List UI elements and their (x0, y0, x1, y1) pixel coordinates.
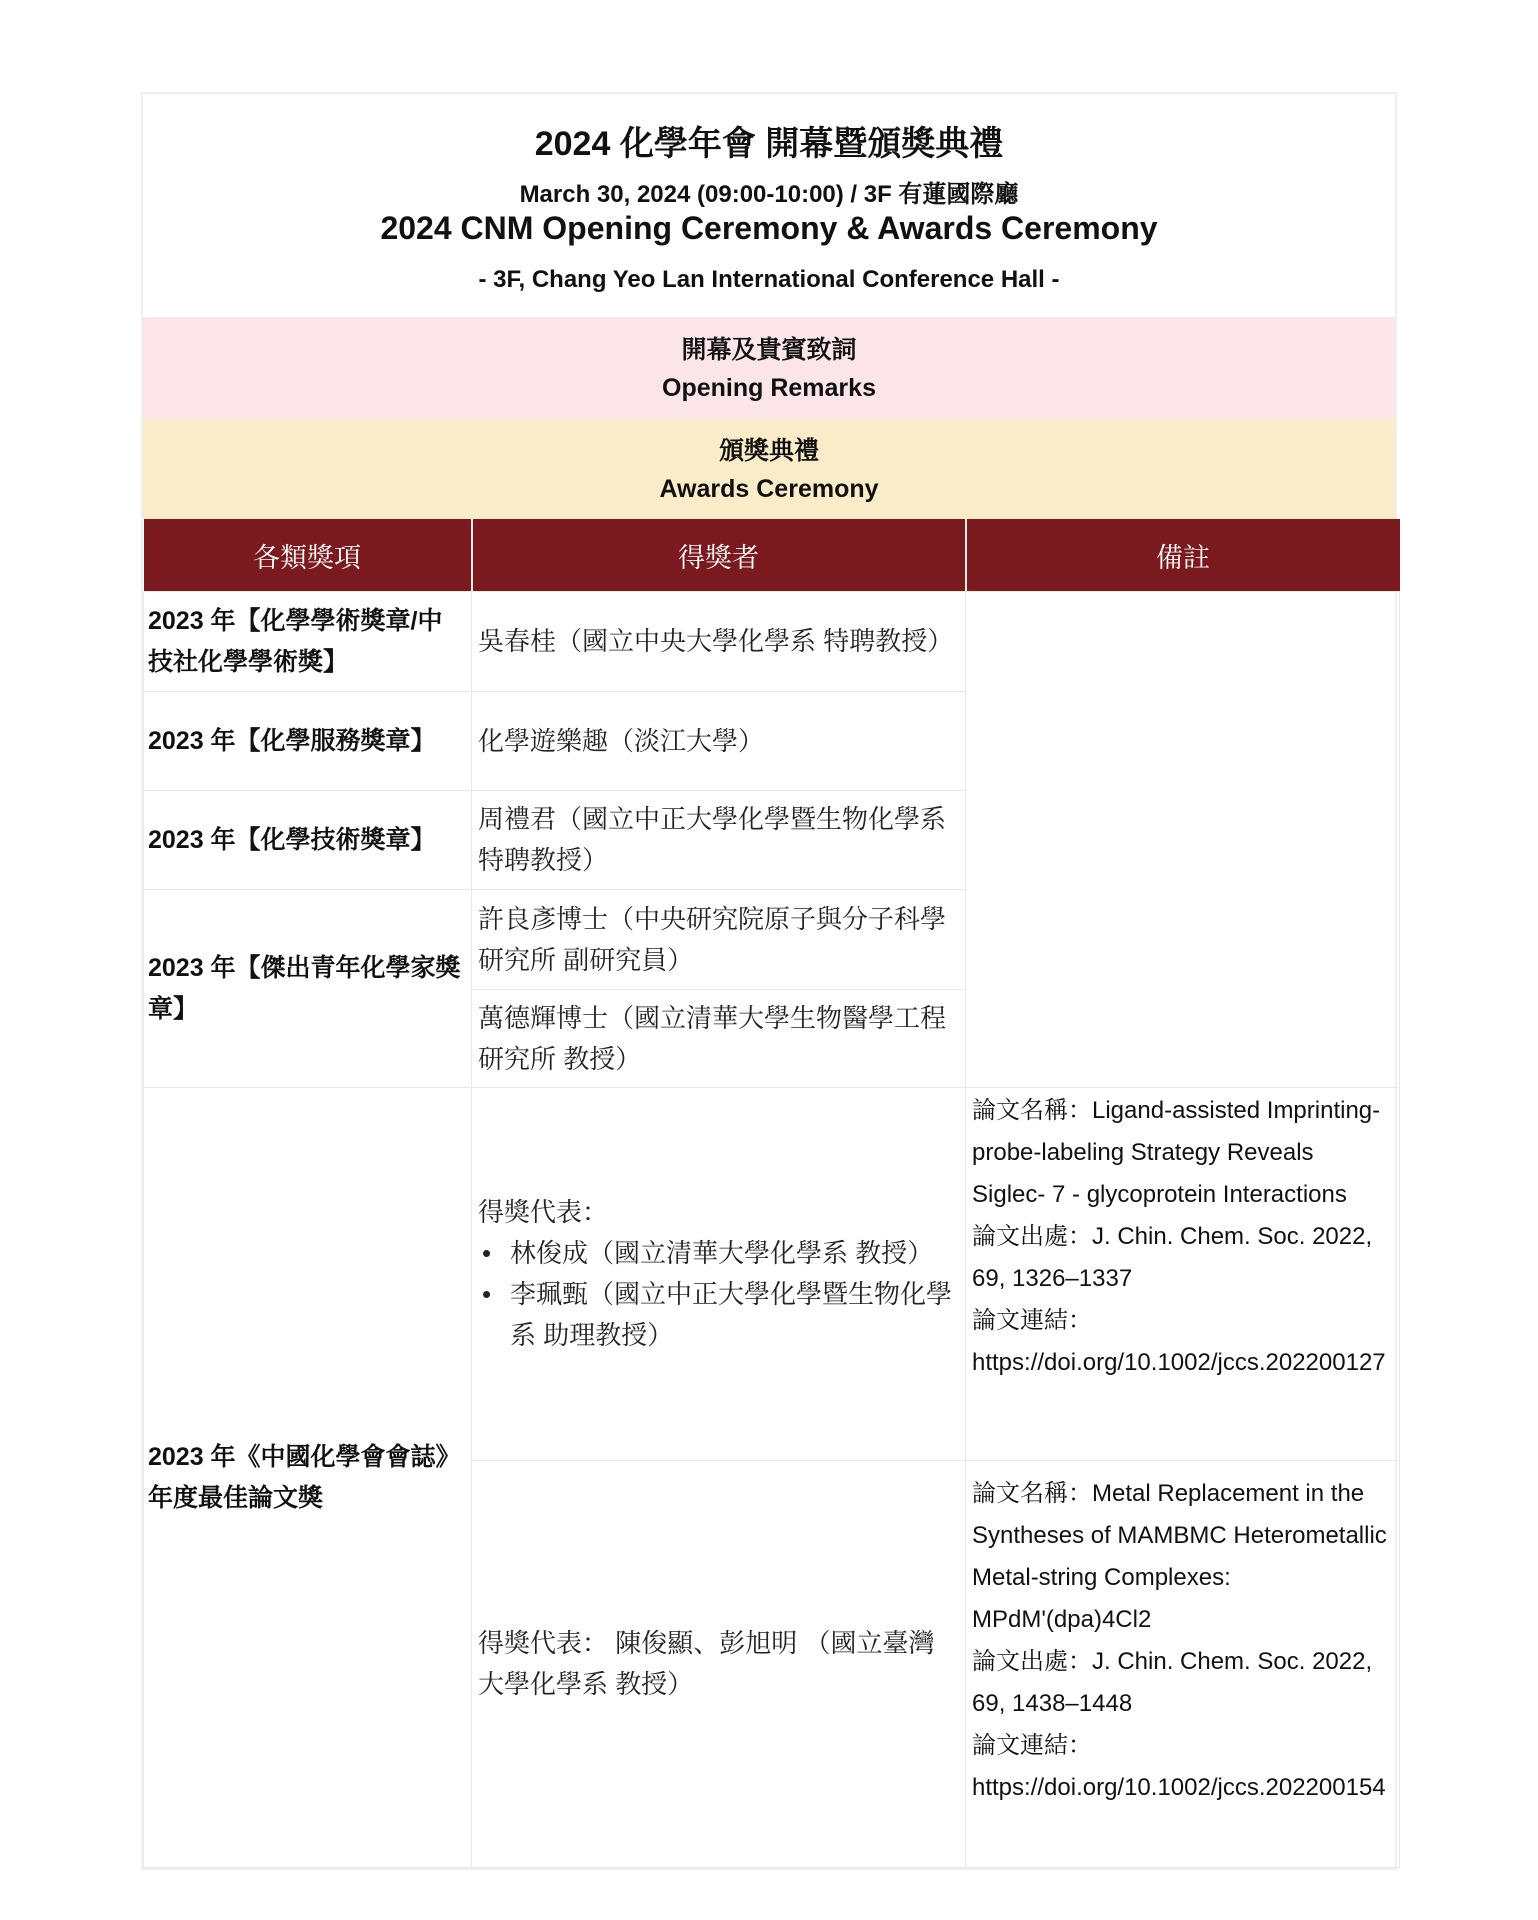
paper-link[interactable]: https://doi.org/10.1002/jccs.202200154 (972, 1774, 1386, 1801)
section-awards-ceremony (143, 418, 1395, 519)
award-winner: 許良彥博士（中央研究院原子與分子科學研究所 副研究員） (472, 890, 966, 990)
table-row (144, 592, 1400, 692)
paper-link-label: 論文連結： (972, 1732, 1092, 1759)
date-line: March 30, 2024 (09:00-10:00) / 3F 有蓮國際廳 (519, 181, 1019, 208)
awards-table (143, 519, 1400, 1868)
awards-label-zh: 頒獎典禮 (718, 437, 819, 465)
column-header-category: 各類獎項 (144, 519, 472, 592)
ceremony-program (141, 92, 1397, 1870)
table-header-row (144, 519, 1400, 592)
award-winner: 化學遊樂趣（淡江大學） (472, 692, 966, 791)
award-winner: 吳春桂（國立中央大學化學系 特聘教授） (472, 592, 966, 692)
award-winner: 周禮君（國立中正大學化學暨生物化學系 特聘教授） (472, 791, 966, 890)
opening-label-zh: 開幕及貴賓致詞 (681, 336, 857, 364)
page-title-en: 2024 CNM Opening Ceremony & Awards Ceremony (380, 210, 1158, 246)
paper-link-label: 論文連結： (972, 1307, 1092, 1334)
column-header-winner: 得獎者 (472, 519, 966, 592)
paper-notes (966, 1088, 1400, 1461)
award-winner: 萬德輝博士（國立清華大學生物醫學工程研究所 教授） (472, 990, 966, 1088)
venue-line: - 3F, Chang Yeo Lan International Conference Hall - (478, 266, 1060, 293)
paper-link[interactable]: https://doi.org/10.1002/jccs.202200127 (972, 1349, 1386, 1376)
award-category: 2023 年【化學服務獎章】 (144, 692, 472, 791)
section-opening-remarks (143, 317, 1395, 418)
paper-notes (966, 1461, 1400, 1868)
notes-cell-empty (966, 592, 1400, 1088)
paper-source: 論文出處：J. Chin. Chem. Soc. 2022, 69, 1438–1448 (972, 1648, 1373, 1717)
award-winner: 得獎代表： 陳俊顯、彭旭明 （國立臺灣大學化學系 教授） (472, 1461, 966, 1868)
title-block (143, 94, 1395, 317)
table-row (144, 1088, 1400, 1461)
award-category: 2023 年【化學技術獎章】 (144, 791, 472, 890)
paper-title: 論文名稱：Ligand-assisted Imprinting-probe-labeling Strategy Reveals Siglec- 7 - glycoprotein Interactions (972, 1097, 1381, 1208)
award-category: 2023 年《中國化學會會誌》年度最佳論文獎 (144, 1088, 472, 1868)
representative-list (478, 1233, 959, 1356)
awards-label-en: Awards Ceremony (659, 475, 879, 503)
award-category: 2023 年【傑出青年化學家獎章】 (144, 890, 472, 1088)
representative-label: 得獎代表： (478, 1197, 609, 1227)
award-winner-group (472, 1088, 966, 1461)
opening-label-en: Opening Remarks (662, 374, 876, 402)
award-category: 2023 年【化學學術獎章/中技社化學學術獎】 (144, 592, 472, 692)
paper-source: 論文出處：J. Chin. Chem. Soc. 2022, 69, 1326–1337 (972, 1223, 1373, 1292)
representative-item: • 李珮甄（國立中正大學化學暨生物化學系 助理教授） (510, 1274, 959, 1356)
representative-item: • 林俊成（國立清華大學化學系 教授） (510, 1233, 959, 1274)
column-header-notes: 備註 (966, 519, 1400, 592)
paper-title: 論文名稱：Metal Replacement in the Syntheses of MAMBMC Heterometallic Metal-string Complexes: MPdM'(dpa)4Cl2 (972, 1480, 1387, 1633)
page-title-zh: 2024 化學年會 開幕暨頒獎典禮 (534, 125, 1004, 163)
